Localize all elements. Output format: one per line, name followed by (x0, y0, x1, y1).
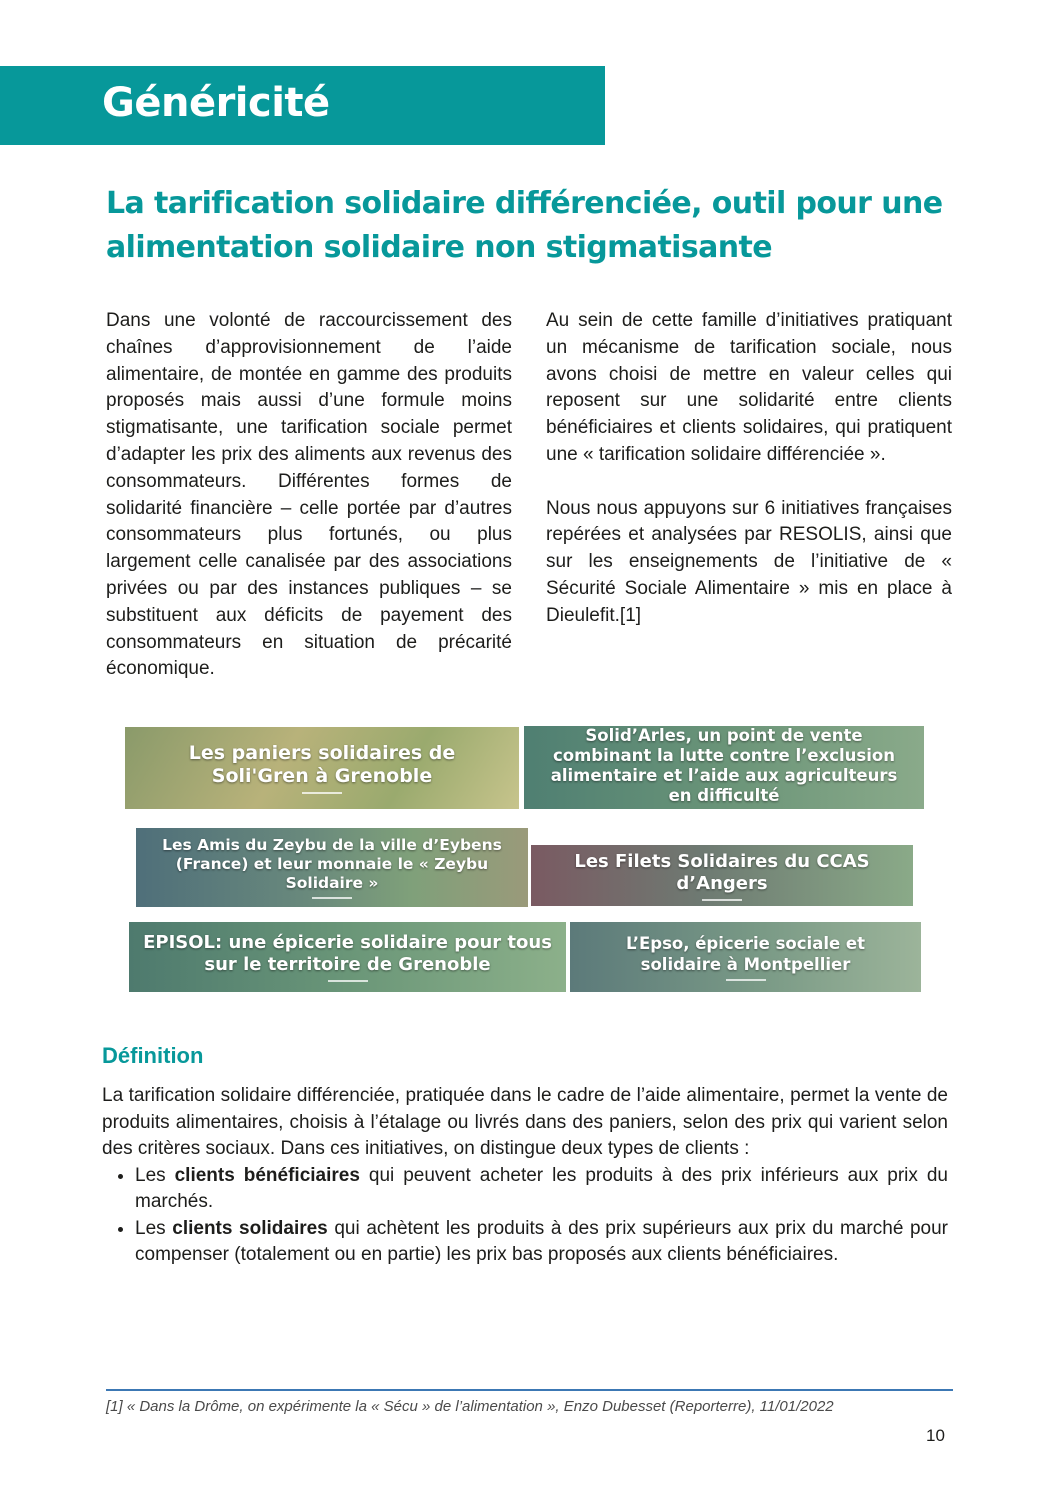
footnote-divider (106, 1389, 953, 1391)
footnote: [1] « Dans la Drôme, on expérimente la « Sécu » de l’alimentation », Enzo Dubesset (Reporterre), 11/01/2022 (106, 1398, 834, 1415)
initiative-tile-epso[interactable] (570, 922, 921, 992)
definition-heading: Définition (102, 1043, 204, 1068)
bullet-text: qui achètent les produits à des prix supérieurs aux prix du marché pour compenser (totalement ou en partie) les prix bas proposés aux clients bénéficiaires. (135, 1217, 949, 1265)
initiative-tile-label: EPISOL: une épicerie solidaire pour tous sur le territoire de Grenoble (143, 932, 552, 975)
initiative-tile-solidarles[interactable] (524, 726, 924, 809)
intro-left-column (106, 308, 512, 683)
initiative-tile-zeybu[interactable] (136, 828, 528, 907)
tile-underline (302, 792, 342, 794)
initiative-tile-label: Les paniers solidaires de Soli'Gren à Grenoble (188, 742, 456, 787)
definition-paragraph: La tarification solidaire différenciée, pratiquée dans le cadre de l’aide alimentaire, permet la vente de produits alimentaires, choisis à l’étalage ou livrés dans des paniers, selon des prix qui varient selon des critères sociaux. Dans ces initiatives, on distingue deux types de clients : (102, 1085, 948, 1159)
definition-body (102, 1083, 948, 1269)
intro-paragraph: Nous nous appuyons sur 6 initiatives françaises repérées et analysées par RESOLIS, ainsi que sur les enseignements de l’initiative de « Sécurité Sociale Alimentaire » mis en place à Dieulefit.[1] (546, 497, 952, 626)
tile-underline (328, 980, 368, 982)
bullet-text: qui peuvent acheter les produits à des prix inférieurs aux prix du marchés. (135, 1164, 948, 1212)
list-item (135, 1163, 948, 1216)
tile-underline (312, 897, 352, 899)
bullet-term: clients solidaires (172, 1217, 328, 1239)
definition-list (102, 1163, 948, 1269)
page-number: 10 (926, 1426, 945, 1445)
bullet-term: clients bénéficiaires (174, 1164, 360, 1186)
tile-underline (726, 979, 766, 981)
initiative-tile-label: L’Epso, épicerie sociale et solidaire à Montpellier (626, 934, 865, 974)
initiative-tile-label: Solid’Arles, un point de vente combinant la lutte contre l’exclusion alimentaire et l’aide aux agriculteurs en difficulté (550, 726, 898, 805)
initiative-tile-filets-solidaires[interactable] (531, 845, 913, 906)
bullet-prefix: Les (135, 1217, 173, 1239)
intro-right-column (546, 308, 952, 630)
initiative-tile-label: Les Filets Solidaires du CCAS d’Angers (574, 850, 870, 894)
page-title: Généricité (102, 80, 330, 126)
intro-paragraph: Au sein de cette famille d’initiatives pratiquant un mécanisme de tarification sociale, nous avons choisi de mettre en valeur celles qui reposent sur une solidarité entre clients bénéficiaires et clients solidaires, qui pratiquent une « tarification solidaire différenciée ». (546, 310, 952, 465)
tile-underline (702, 899, 742, 901)
bullet-prefix: Les (135, 1164, 175, 1186)
intro-paragraph: Dans une volonté de raccourcissement des chaînes d’approvisionnement de l’aide alimentaire, de montée en gamme des produits proposés mais aussi d’une formule moins stigmatisante, une tarification sociale permet d’adapter les prix des aliments aux revenus des consommateurs. Différentes formes de solidarité financière – celle portée par d’autres consommateurs plus fortunés, ou plus largement celle canalisée par des associations privées ou par des instances publiques – se substituent aux déficits de payement des consommateurs en situation de précarité économique. (106, 310, 512, 680)
header-banner (0, 66, 605, 145)
section-subtitle: La tarification solidaire différenciée, outil pour une alimentation solidaire non stigmatisante (106, 186, 943, 265)
initiative-tile-soligren[interactable] (125, 727, 519, 809)
list-item (135, 1216, 948, 1269)
initiative-tile-label: Les Amis du Zeybu de la ville d’Eybens (France) et leur monnaie le « Zeybu Solidaire » (162, 836, 502, 892)
initiative-tile-episol[interactable] (129, 922, 566, 992)
